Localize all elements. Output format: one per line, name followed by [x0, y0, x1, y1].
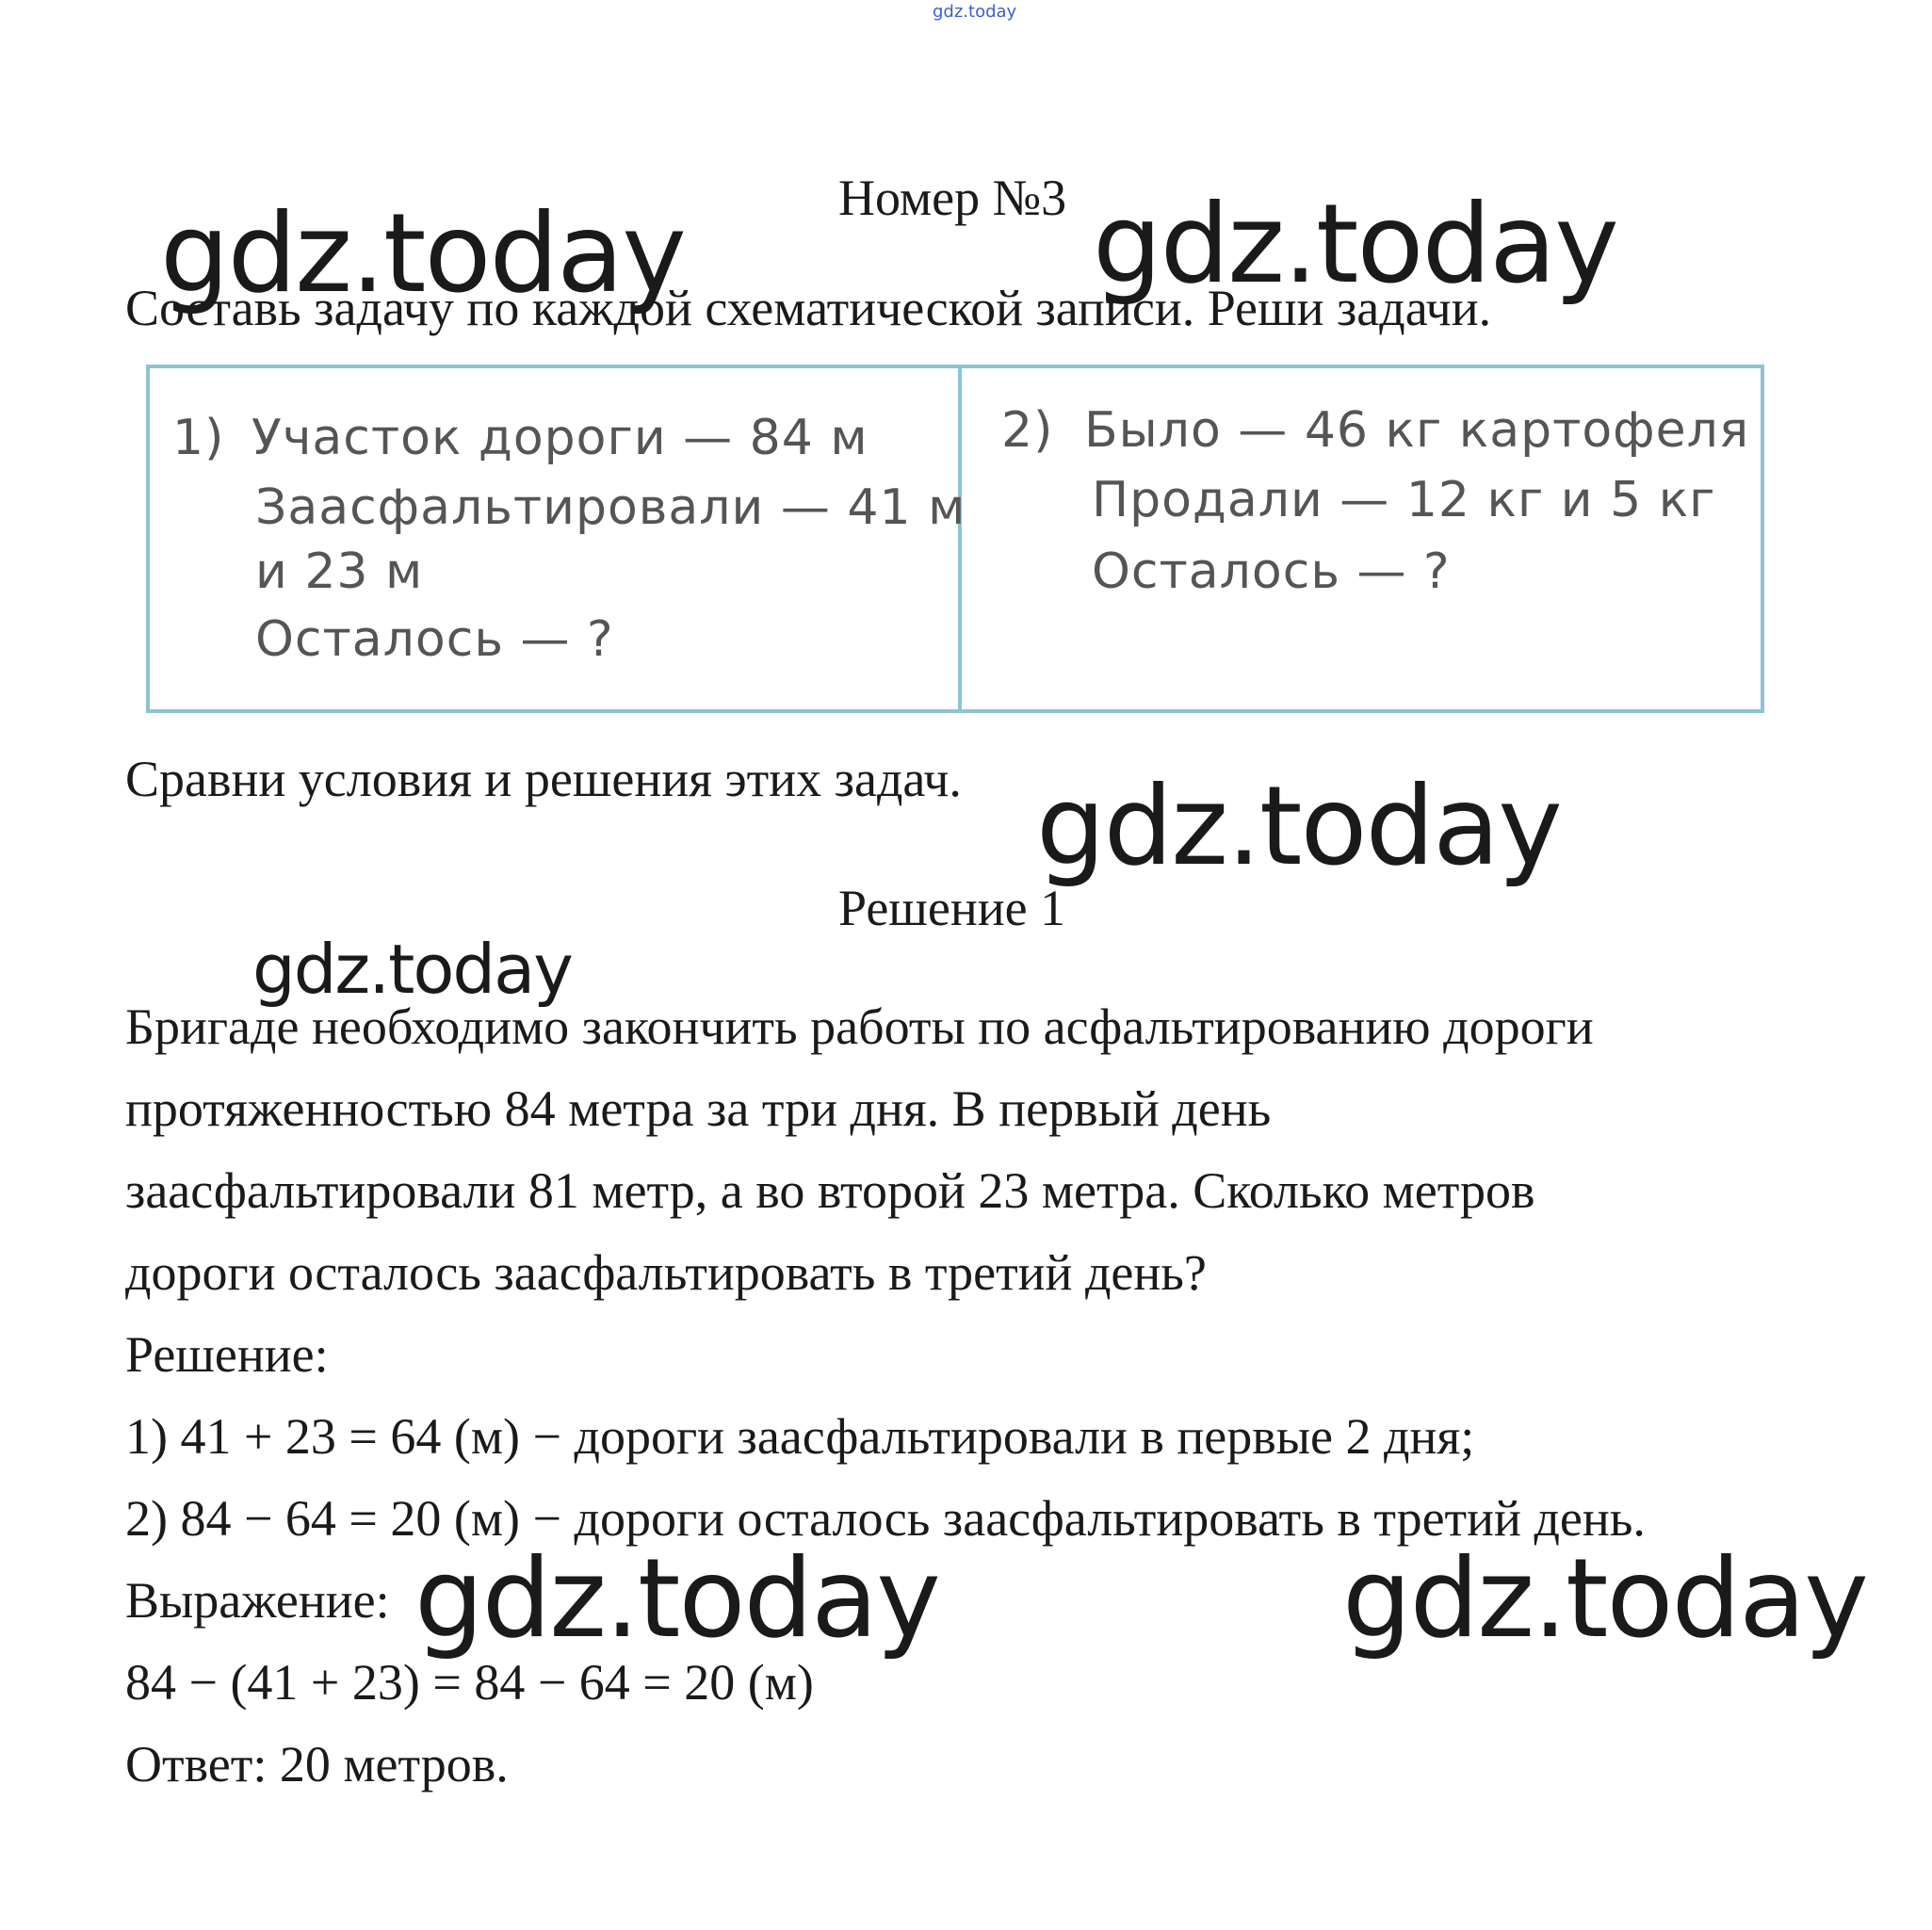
compare-text: Сравни условия и решения этих задач.	[125, 751, 962, 807]
solution-step: 1) 41 + 23 = 64 (м) − дороги заасфальтировали в первые 2 дня;	[125, 1408, 1475, 1465]
problem-line: заасфальтировали 81 метр, а во второй 23 метра. Сколько метров	[125, 1162, 1535, 1219]
watermark: gdz.today	[1342, 1535, 1867, 1662]
solution-heading: Решение 1	[838, 880, 1066, 936]
page-title: Номер №3	[838, 170, 1067, 226]
schema-left-number: 1)	[172, 410, 225, 466]
schema-divider	[958, 368, 962, 709]
watermark: gdz.today	[1093, 181, 1617, 308]
watermark: gdz.today	[160, 190, 685, 317]
top-watermark: gdz.today	[933, 2, 1017, 22]
task-text: Составь задачу по каждой схематической записи. Реши задачи.	[125, 280, 1492, 336]
watermark: gdz.today	[252, 930, 572, 1009]
answer: Ответ: 20 метров.	[125, 1736, 509, 1792]
schema-right-line: Было — 46 кг картофеля	[1084, 402, 1750, 459]
solution-step: 2) 84 − 64 = 20 (м) − дороги осталось заасфальтировать в третий день.	[125, 1490, 1646, 1547]
schema-right-line: Осталось — ?	[1092, 543, 1451, 600]
problem-line: Бригаде необходимо закончить работы по асфальтированию дороги	[125, 998, 1594, 1055]
schema-right-number: 2)	[1001, 402, 1054, 459]
expression: 84 − (41 + 23) = 84 − 64 = 20 (м)	[125, 1654, 814, 1711]
solution-label: Решение:	[125, 1326, 329, 1383]
watermark: gdz.today	[414, 1535, 939, 1662]
watermark: gdz.today	[1036, 763, 1561, 890]
schema-left-line: Заасфальтировали — 41 м	[255, 479, 966, 536]
schema-box	[146, 365, 1764, 713]
problem-line: протяженностью 84 метра за три дня. В первый день	[125, 1080, 1272, 1137]
schema-left-line: и 23 м	[255, 543, 424, 600]
expression-label: Выражение:	[125, 1572, 390, 1629]
problem-line: дороги осталось заасфальтировать в третий день?	[125, 1244, 1207, 1301]
schema-right-line: Продали — 12 кг и 5 кг	[1092, 472, 1716, 528]
schema-left-line: Осталось — ?	[255, 611, 614, 668]
schema-left-line: Участок дороги — 84 м	[252, 410, 869, 466]
